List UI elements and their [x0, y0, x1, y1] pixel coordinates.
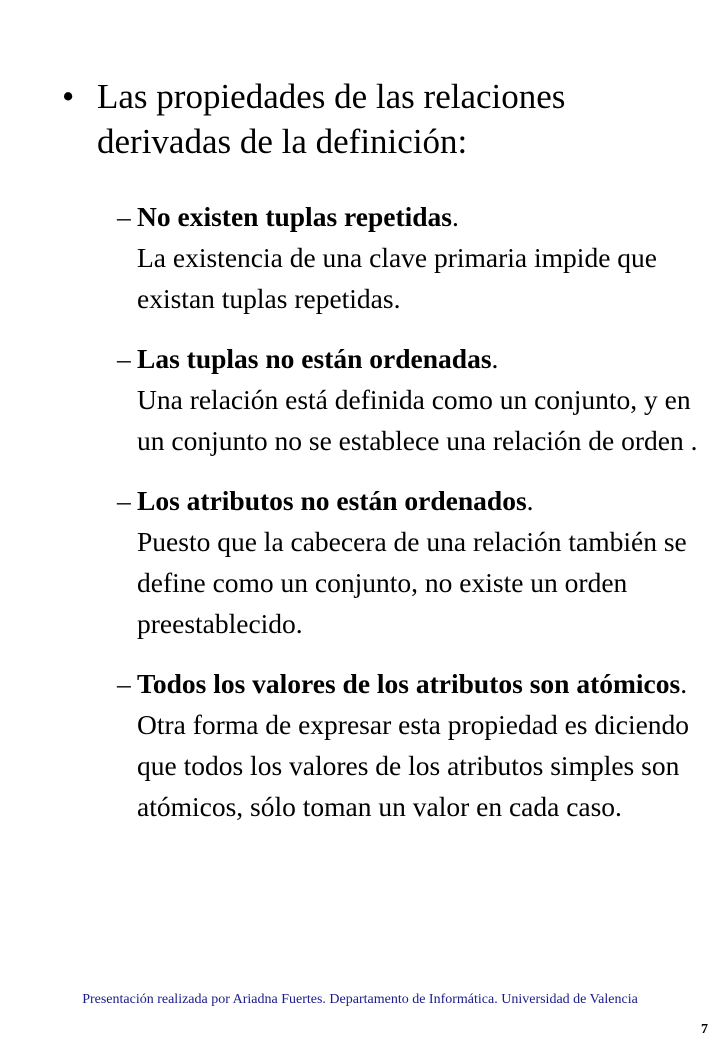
footer-credit: Presentación realizada por Ariadna Fuertes. Departamento de Informática. Universidad de Valencia — [82, 992, 638, 1007]
dash-symbol: – — [117, 668, 131, 699]
properties-list — [117, 196, 707, 846]
item-period: . — [680, 668, 688, 699]
page-number: 7 — [701, 1022, 708, 1037]
bullet-symbol: • — [62, 77, 75, 116]
main-point-text: Las propiedades de las relaciones derivadas de la definición: — [97, 77, 566, 161]
list-item — [117, 196, 707, 319]
dash-symbol: – — [117, 343, 131, 374]
item-description: La existencia de una clave primaria impide que existan tuplas repetidas. — [137, 242, 657, 314]
list-item — [117, 338, 707, 461]
item-period: . — [452, 201, 459, 232]
list-item — [117, 480, 707, 644]
dash-symbol: – — [117, 485, 131, 516]
item-period: . — [491, 343, 499, 374]
item-description: Una relación está definida como un conjunto, y en un conjunto no se establece una relación de orden . — [137, 384, 698, 456]
main-bullet-point — [62, 74, 662, 164]
item-heading: Todos los valores de los atributos son atómicos — [137, 668, 681, 699]
list-item — [117, 663, 707, 827]
item-heading: No existen tuplas repetidas — [137, 201, 452, 232]
item-period: . — [526, 485, 534, 516]
item-heading: Las tuplas no están ordenadas — [137, 343, 492, 374]
item-heading: Los atributos no están ordenados — [137, 485, 527, 516]
item-description: Otra forma de expresar esta propiedad es diciendo que todos los valores de los atributos simples son atómicos, sólo toman un valor en cada caso. — [137, 709, 690, 822]
item-description: Puesto que la cabecera de una relación también se define como un conjunto, no existe un orden preestablecido. — [137, 526, 687, 639]
dash-symbol: – — [117, 201, 131, 232]
